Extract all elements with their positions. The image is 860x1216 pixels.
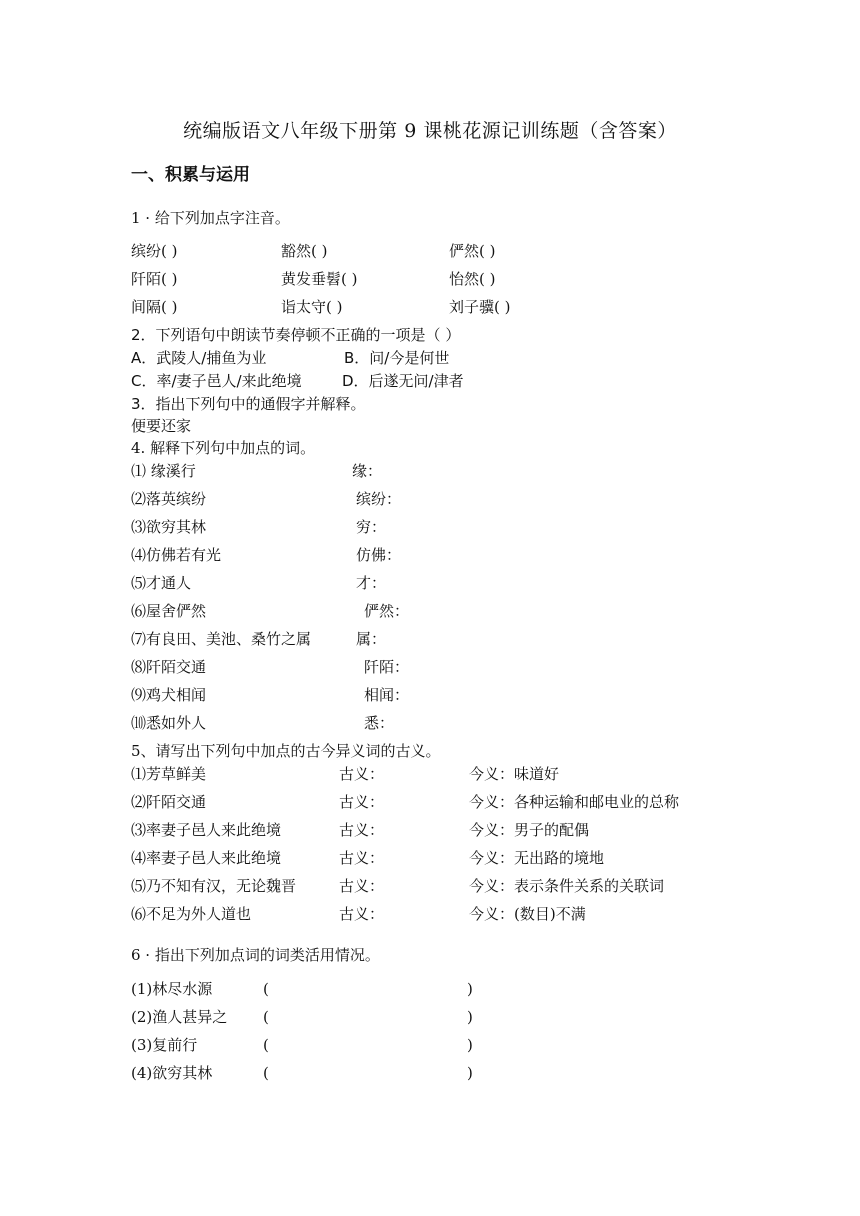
q4-item-word: 穷： (356, 518, 387, 536)
q4-item-word: 缘： (352, 462, 383, 480)
q1-row3-col2: 诣太守( ) (281, 298, 343, 316)
q4-item-word: 俨然： (364, 602, 410, 620)
q6-item-close-paren: ) (467, 980, 473, 998)
question-4-prompt: 4. 解释下列句中加点的词。 (131, 439, 316, 457)
q5-item-ancient: 古义： (339, 877, 385, 895)
question-5-prompt: 5、请写出下列句中加点的古今异义词的古义。 (131, 742, 441, 760)
q4-item-sentence: ⑴ 缘溪行 (131, 462, 196, 480)
q1-row1-col1: 缤纷( ) (131, 242, 178, 260)
q4-item-word: 属： (356, 630, 387, 648)
q6-item-open-paren: ( (263, 1064, 269, 1082)
question-1-prompt: 1 · 给下列加点字注音。 (131, 209, 290, 227)
q5-item-sentence: ⑹不足为外人道也 (131, 905, 252, 923)
question-3-prompt: 3．指出下列句中的通假字并解释。 (131, 395, 366, 413)
q1-row2-col1: 阡陌( ) (131, 270, 178, 288)
q6-item-sentence: (3)复前行 (131, 1036, 198, 1054)
q5-item-ancient: 古义： (339, 765, 385, 783)
q5-item-sentence: ⑶率妻子邑人来此绝境 (131, 821, 282, 839)
q4-item-sentence: ⑵落英缤纷 (131, 490, 207, 508)
q4-item-sentence: ⑹屋舍俨然 (131, 602, 207, 620)
q3-sentence: 便要还家 (131, 417, 192, 435)
q5-item-modern: 今义：味道好 (469, 765, 560, 783)
q4-item-word: 阡陌： (364, 658, 410, 676)
section-heading: 一、积累与运用 (131, 165, 250, 185)
q1-row1-col3: 俨然( ) (449, 242, 496, 260)
q4-item-word: 缤纷： (356, 490, 402, 508)
q4-item-word: 仿佛： (356, 546, 402, 564)
q1-row2-col2: 黄发垂髫( ) (281, 270, 358, 288)
q4-item-sentence: ⑽悉如外人 (131, 714, 207, 732)
q5-item-ancient: 古义： (339, 793, 385, 811)
q4-item-word: 才： (356, 574, 387, 592)
q5-item-ancient: 古义： (339, 905, 385, 923)
q6-item-close-paren: ) (467, 1008, 473, 1026)
q5-item-modern: 今义：男子的配偶 (469, 821, 590, 839)
q6-item-open-paren: ( (263, 980, 269, 998)
q6-item-sentence: (2)渔人甚异之 (131, 1008, 228, 1026)
q4-item-word: 悉： (364, 714, 395, 732)
q5-item-sentence: ⑵阡陌交通 (131, 793, 207, 811)
q4-item-sentence: ⑼鸡犬相闻 (131, 686, 207, 704)
q2-option-c: C．率/妻子邑人/来此绝境 (131, 372, 302, 390)
q5-item-ancient: 古义： (339, 849, 385, 867)
q5-item-modern: 今义：无出路的境地 (469, 849, 605, 867)
q1-row3-col3: 刘子骥( ) (449, 298, 511, 316)
q4-item-sentence: ⑸才通人 (131, 574, 192, 592)
q2-option-d: D．后遂无问/津者 (342, 372, 464, 390)
q6-item-close-paren: ) (467, 1064, 473, 1082)
q4-item-word: 相闻： (364, 686, 410, 704)
q6-item-close-paren: ) (467, 1036, 473, 1054)
q6-item-open-paren: ( (263, 1008, 269, 1026)
q5-item-ancient: 古义： (339, 821, 385, 839)
q2-option-a: A．武陵人/捕鱼为业 (131, 349, 267, 367)
q2-option-b: B．问/今是何世 (344, 349, 450, 367)
q5-item-modern: 今义：(数目)不满 (469, 905, 586, 923)
q4-item-sentence: ⑻阡陌交通 (131, 658, 207, 676)
q5-item-sentence: ⑸乃不知有汉，无论魏晋 (131, 877, 297, 895)
q1-row2-col3: 怡然( ) (449, 270, 496, 288)
question-6-prompt: 6 · 指出下列加点词的词类活用情况。 (131, 946, 380, 964)
q1-row1-col2: 豁然( ) (281, 242, 328, 260)
q6-item-sentence: (1)林尽水源 (131, 980, 213, 998)
q4-item-sentence: ⑺有良田、美池、桑竹之属 (131, 630, 312, 648)
question-2-prompt: 2．下列语句中朗读节奏停顿不正确的一项是（ ） (131, 326, 461, 344)
q1-row3-col1: 间隔( ) (131, 298, 178, 316)
q5-item-sentence: ⑷率妻子邑人来此绝境 (131, 849, 282, 867)
q6-item-open-paren: ( (263, 1036, 269, 1054)
q4-item-sentence: ⑶欲穷其林 (131, 518, 207, 536)
q6-item-sentence: (4)欲穷其林 (131, 1064, 213, 1082)
document-title: 统编版语文八年级下册第 9 课桃花源记训练题（含答案） (183, 120, 677, 142)
q5-item-modern: 今义：表示条件关系的关联词 (469, 877, 665, 895)
q5-item-sentence: ⑴芳草鲜美 (131, 765, 207, 783)
q5-item-modern: 今义：各种运输和邮电业的总称 (469, 793, 680, 811)
q4-item-sentence: ⑷仿佛若有光 (131, 546, 222, 564)
